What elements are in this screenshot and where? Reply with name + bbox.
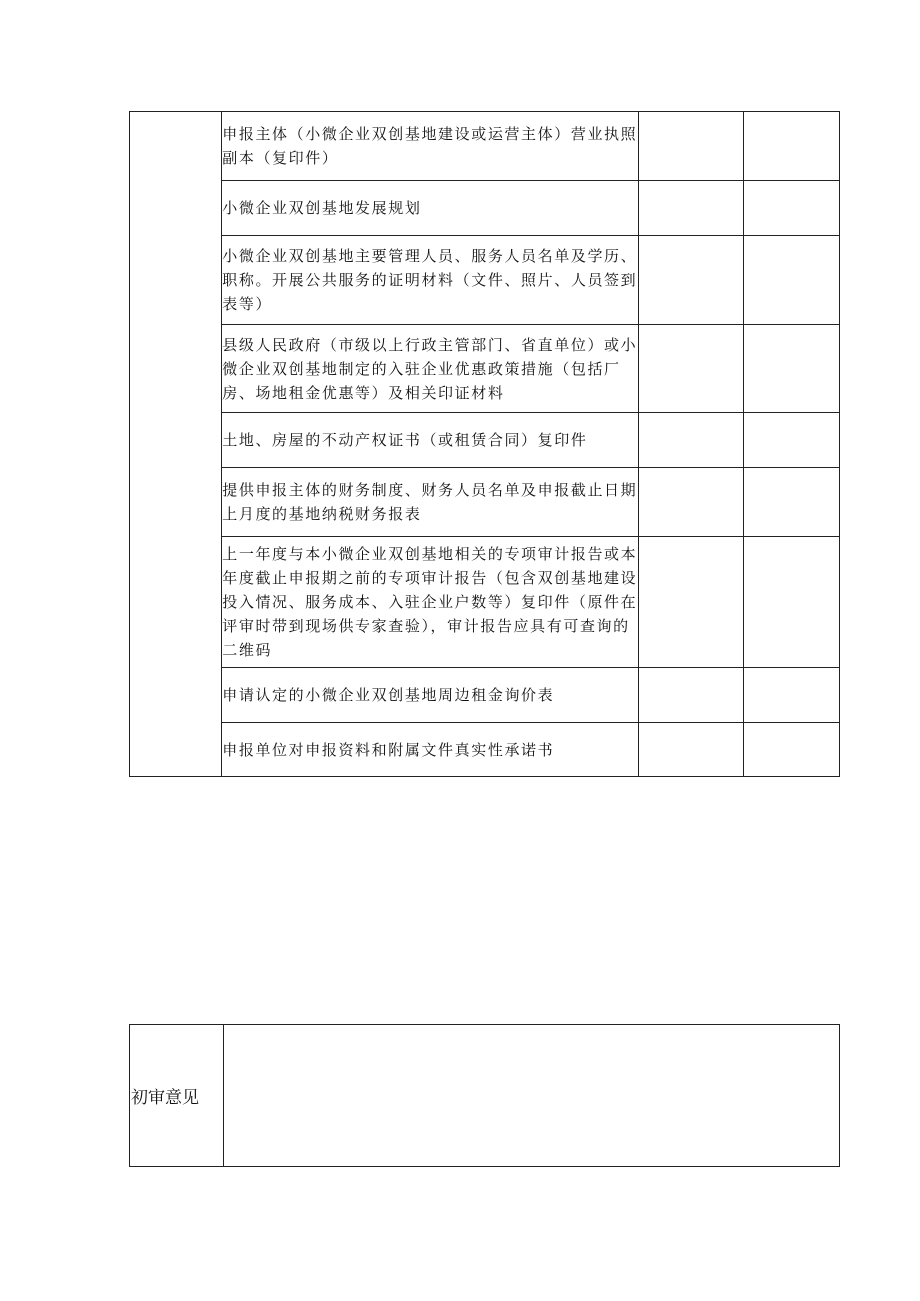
table-row (130, 413, 840, 468)
check-cell (639, 723, 743, 777)
material-item: 上一年度与本小微企业双创基地相关的专项审计报告或本年度截止申报期之前的专项审计报告（包含双创基地建设投入情况、服务成本、入驻企业户数等）复印件（原件在评审时带到现场供专家查验），审计报告应具有可查询的二维码 (222, 537, 639, 668)
remark-cell (743, 537, 839, 668)
check-cell (639, 325, 743, 413)
check-cell (639, 181, 743, 236)
initial-review-field[interactable] (224, 1025, 840, 1167)
material-item: 县级人民政府（市级以上行政主管部门、省直单位）或小微企业双创基地制定的入驻企业优惠政策措施（包括厂房、场地租金优惠等）及相关印证材料 (222, 325, 639, 413)
table-row (130, 181, 840, 236)
table-row (130, 325, 840, 413)
material-item: 小微企业双创基地主要管理人员、服务人员名单及学历、职称。开展公共服务的证明材料（文件、照片、人员签到表等） (222, 236, 639, 325)
remark-cell (743, 668, 839, 723)
application-materials-table (129, 111, 840, 777)
remark-cell (743, 723, 839, 777)
remark-cell (743, 325, 839, 413)
initial-review-label: 初审意见 (130, 1025, 224, 1167)
table-row (130, 537, 840, 668)
initial-review-table (129, 1024, 840, 1167)
material-item: 申报单位对申报资料和附属文件真实性承诺书 (222, 723, 639, 777)
material-item: 申报主体（小微企业双创基地建设或运营主体）营业执照副本（复印件） (222, 112, 639, 181)
check-cell (639, 537, 743, 668)
material-item: 小微企业双创基地发展规划 (222, 181, 639, 236)
check-cell (639, 236, 743, 325)
check-cell (639, 112, 743, 181)
table-row (130, 668, 840, 723)
table-row (130, 112, 840, 181)
remark-cell (743, 413, 839, 468)
material-item: 提供申报主体的财务制度、财务人员名单及申报截止日期上月度的基地纳税财务报表 (222, 468, 639, 537)
remark-cell (743, 236, 839, 325)
remark-cell (743, 181, 839, 236)
remark-cell (743, 468, 839, 537)
table-row (130, 468, 840, 537)
material-item: 申请认定的小微企业双创基地周边租金询价表 (222, 668, 639, 723)
table-row (130, 1025, 840, 1167)
check-cell (639, 413, 743, 468)
check-cell (639, 668, 743, 723)
category-cell (130, 112, 222, 777)
remark-cell (743, 112, 839, 181)
table-row (130, 236, 840, 325)
check-cell (639, 468, 743, 537)
table-row (130, 723, 840, 777)
material-item: 土地、房屋的不动产权证书（或租赁合同）复印件 (222, 413, 639, 468)
